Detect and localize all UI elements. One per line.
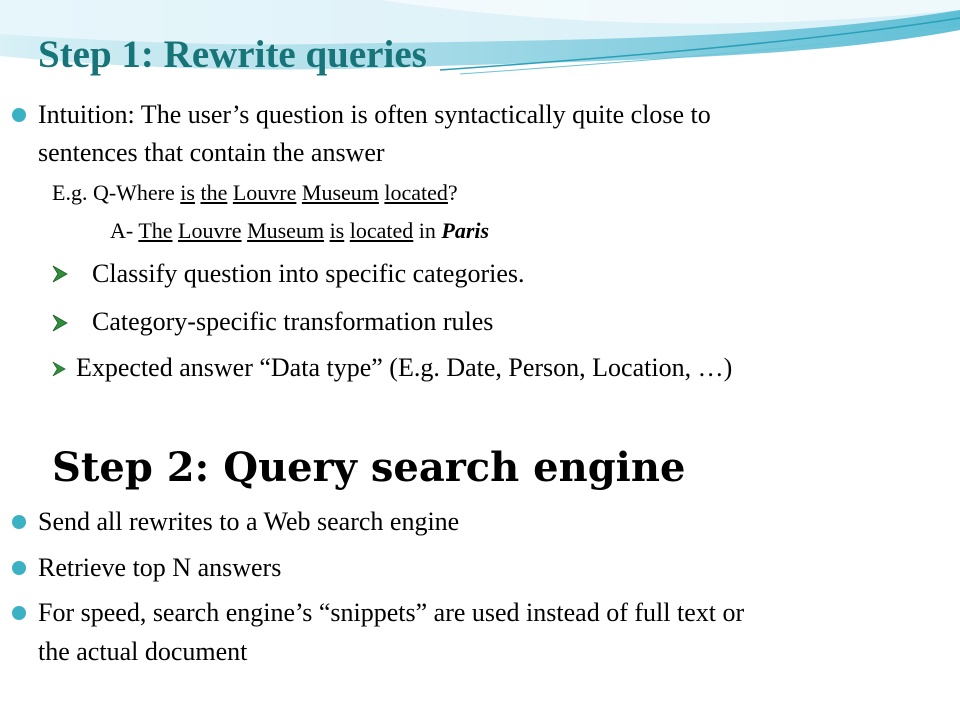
example-a-paris: Paris — [441, 218, 490, 243]
arrow-bullet-icon — [52, 361, 66, 377]
sub-bullet-category-rules: Category-specific transformation rules — [92, 307, 494, 336]
intuition-line-1: Intuition: The user’s question is often syntactically quite close to — [38, 100, 711, 129]
example-a-in: in — [413, 218, 442, 243]
sub-bullet-classify: Classify question into specific categories. — [92, 259, 525, 288]
step2-bullet-send: Send all rewrites to a Web search engine — [38, 507, 460, 536]
intuition-line-2: sentences that contain the answer — [38, 138, 385, 167]
step2-bullet-retrieve: Retrieve top N answers — [38, 553, 282, 582]
example-q-end: ? — [447, 180, 458, 205]
bullet-icon — [12, 606, 26, 620]
example-question — [52, 180, 458, 206]
bullet-icon — [12, 108, 26, 122]
bullet-icon — [12, 561, 26, 575]
example-a-louvre: Louvre — [178, 218, 242, 243]
example-q-museum: Museum — [301, 180, 379, 205]
example-a-prefix: A- — [110, 218, 139, 243]
example-q-is: is — [180, 180, 195, 205]
example-a-located: located — [349, 218, 414, 243]
example-a-is: is — [329, 218, 345, 243]
sub-bullet-expected-answer: Expected answer “Data type” (E.g. Date, Person, Location, …) — [76, 353, 733, 382]
arrow-bullet-icon — [52, 265, 68, 283]
example-a-the: The — [138, 218, 173, 243]
example-a-museum: Museum — [247, 218, 325, 243]
step2-title: Step 2: Query search engine — [52, 444, 686, 491]
arrow-bullet-icon — [52, 314, 68, 332]
bullet-icon — [12, 515, 26, 529]
example-q-located: located — [384, 180, 448, 205]
example-q-the: the — [200, 180, 228, 205]
example-q-louvre: Louvre — [232, 180, 297, 205]
step2-bullet-speed-line-2: the actual document — [38, 637, 248, 666]
example-answer — [110, 218, 489, 244]
example-q-prefix: E.g. Q-Where — [52, 180, 181, 205]
step2-bullet-speed-line-1: For speed, search engine’s “snippets” are used instead of full text or — [38, 598, 745, 627]
step1-title: Step 1: Rewrite queries — [38, 33, 427, 76]
